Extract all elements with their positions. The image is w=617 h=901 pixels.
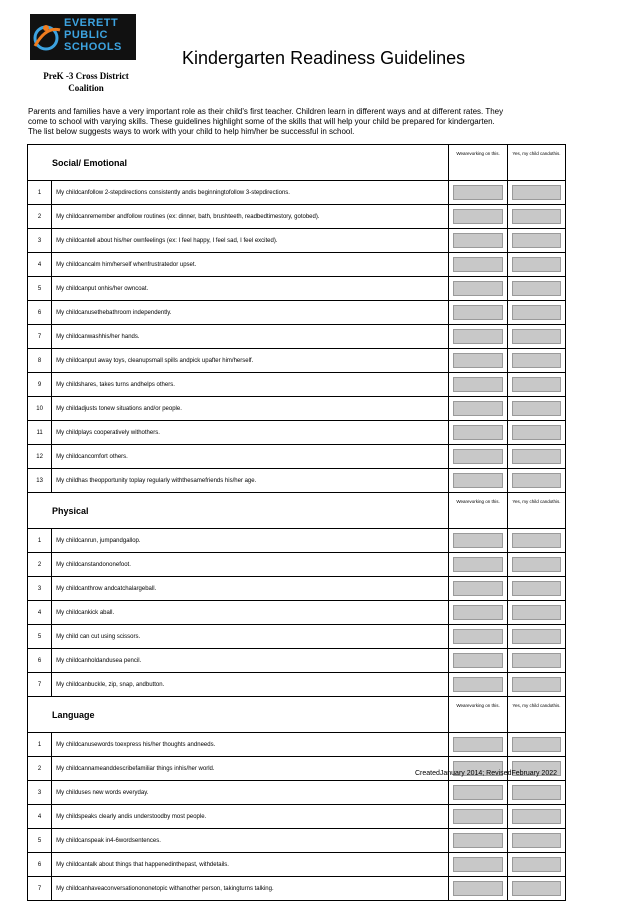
section-header-row (28, 145, 566, 181)
checkbox-yes-my-child-can[interactable] (507, 625, 565, 649)
column-yes-my-child-can: Yes, my child candothis. (507, 145, 565, 181)
item-number: 8 (28, 349, 52, 373)
item-text: My childcanspeak in4-6wordsentences. (52, 829, 449, 853)
checkbox-yes-my-child-can[interactable] (507, 805, 565, 829)
table-row (28, 829, 566, 853)
checkbox-working-on-this[interactable] (449, 529, 507, 553)
item-text: My childcanusewords toexpress his/her thoughts andneeds. (52, 733, 449, 757)
item-number: 5 (28, 277, 52, 301)
table-row (28, 649, 566, 673)
item-number: 1 (28, 733, 52, 757)
table-row (28, 397, 566, 421)
checkbox-yes-my-child-can[interactable] (507, 445, 565, 469)
checkbox-working-on-this[interactable] (449, 853, 507, 877)
item-text: My childcanusethebathroom independently. (52, 301, 449, 325)
item-text: My childcanstandononefoot. (52, 553, 449, 577)
logo-line-2: PUBLIC (64, 29, 108, 41)
checkbox-yes-my-child-can[interactable] (507, 853, 565, 877)
item-text: My childshares, takes turns andhelps others. (52, 373, 449, 397)
item-text: My childplays cooperatively withothers. (52, 421, 449, 445)
checkbox-yes-my-child-can[interactable] (507, 469, 565, 493)
table-row (28, 781, 566, 805)
checkbox-yes-my-child-can[interactable] (507, 577, 565, 601)
column-working-on-this: Wearevorking on this. (449, 493, 507, 529)
checkbox-yes-my-child-can[interactable] (507, 373, 565, 397)
table-row (28, 373, 566, 397)
item-text: My childuses new words everyday. (52, 781, 449, 805)
checkbox-yes-my-child-can[interactable] (507, 253, 565, 277)
table-row (28, 325, 566, 349)
checkbox-working-on-this[interactable] (449, 301, 507, 325)
checkbox-working-on-this[interactable] (449, 229, 507, 253)
table-row (28, 253, 566, 277)
item-number: 5 (28, 625, 52, 649)
item-text: My childcanput away toys, cleanupsmall spills andpick upafter him/herself. (52, 349, 449, 373)
intro-line: Parents and families have a very important role as their child's first teacher. Children learn in different ways and at different rates. They (28, 107, 504, 116)
page-title: Kindergarten Readiness Guidelines (182, 48, 466, 68)
item-text: My childcanrun, jumpandgallop. (52, 529, 449, 553)
checkbox-yes-my-child-can[interactable] (507, 229, 565, 253)
item-text: My childcancalm him/herself whenfrustratedor upset. (52, 253, 449, 277)
column-working-on-this: Wearevorking on this. (449, 145, 507, 181)
table-row (28, 733, 566, 757)
item-text: My child can cut using scissors. (52, 625, 449, 649)
checkbox-working-on-this[interactable] (449, 325, 507, 349)
logo-line-3: SCHOOLS (64, 41, 122, 53)
item-number: 11 (28, 421, 52, 445)
item-number: 12 (28, 445, 52, 469)
checkbox-yes-my-child-can[interactable] (507, 349, 565, 373)
item-text: My childcankick aball. (52, 601, 449, 625)
item-text: My childspeaks clearly andis understoodby most people. (52, 805, 449, 829)
table-row (28, 349, 566, 373)
item-text: My childcanholdandusea pencil. (52, 649, 449, 673)
checkbox-working-on-this[interactable] (449, 349, 507, 373)
checkbox-yes-my-child-can[interactable] (507, 877, 565, 901)
item-text: My childcancomfort others. (52, 445, 449, 469)
logo-text (64, 17, 122, 53)
checkbox-yes-my-child-can[interactable] (507, 529, 565, 553)
checkbox-working-on-this[interactable] (449, 277, 507, 301)
table-row (28, 529, 566, 553)
checkbox-working-on-this[interactable] (449, 373, 507, 397)
table-row (28, 805, 566, 829)
item-text: My childcanwashhis/her hands. (52, 325, 449, 349)
checkbox-working-on-this[interactable] (449, 181, 507, 205)
intro-line: The list below suggests ways to work with your child to help him/her be successful in school. (28, 127, 355, 136)
checkbox-yes-my-child-can[interactable] (507, 421, 565, 445)
guidelines-table (27, 144, 566, 901)
checkbox-working-on-this[interactable] (449, 397, 507, 421)
table-row (28, 421, 566, 445)
item-number: 3 (28, 577, 52, 601)
checkbox-yes-my-child-can[interactable] (507, 601, 565, 625)
checkbox-working-on-this[interactable] (449, 553, 507, 577)
item-number: 10 (28, 397, 52, 421)
checkbox-yes-my-child-can[interactable] (507, 325, 565, 349)
table-row (28, 205, 566, 229)
section-title: Language (28, 697, 449, 733)
item-number: 1 (28, 181, 52, 205)
checkbox-yes-my-child-can[interactable] (507, 301, 565, 325)
item-number: 3 (28, 781, 52, 805)
checkbox-working-on-this[interactable] (449, 445, 507, 469)
logo-line-1: EVERETT (64, 17, 119, 29)
table-row (28, 301, 566, 325)
checkbox-working-on-this[interactable] (449, 625, 507, 649)
checkbox-working-on-this[interactable] (449, 781, 507, 805)
item-text: My childcanremember andfollow routines (ex: dinner, bath, brushteeth, readbedtimestory, gotobed). (52, 205, 449, 229)
section-title: Physical (28, 493, 449, 529)
checkbox-working-on-this[interactable] (449, 829, 507, 853)
table-row (28, 181, 566, 205)
checkbox-working-on-this[interactable] (449, 253, 507, 277)
table-row (28, 877, 566, 901)
item-text: My childcanbuckle, zip, snap, andbutton. (52, 673, 449, 697)
checkbox-yes-my-child-can[interactable] (507, 277, 565, 301)
item-number: 6 (28, 301, 52, 325)
intro-line: come to school with varying skills. These guidelines highlight some of the skills that will help your child be prepared for kindergarten. (28, 117, 495, 126)
checkbox-yes-my-child-can[interactable] (507, 205, 565, 229)
table-row (28, 601, 566, 625)
item-number: 6 (28, 853, 52, 877)
checkbox-yes-my-child-can[interactable] (507, 829, 565, 853)
item-text: My childcanthrow andcatchalargeball. (52, 577, 449, 601)
item-number: 9 (28, 373, 52, 397)
item-number: 1 (28, 529, 52, 553)
checkbox-yes-my-child-can[interactable] (507, 397, 565, 421)
checkbox-working-on-this[interactable] (449, 673, 507, 697)
table-row (28, 229, 566, 253)
item-number: 4 (28, 805, 52, 829)
section-header-row (28, 493, 566, 529)
table-row (28, 445, 566, 469)
checkbox-working-on-this[interactable] (449, 649, 507, 673)
section-title: Social/ Emotional (28, 145, 449, 181)
checkbox-working-on-this[interactable] (449, 601, 507, 625)
table-row (28, 469, 566, 493)
item-text: My childcanput onhis/her owncoat. (52, 277, 449, 301)
checkbox-yes-my-child-can[interactable] (507, 181, 565, 205)
item-number: 2 (28, 205, 52, 229)
checkbox-yes-my-child-can[interactable] (507, 649, 565, 673)
everett-logo (30, 14, 136, 60)
checkbox-working-on-this[interactable] (449, 469, 507, 493)
section-header-row (28, 697, 566, 733)
item-number: 7 (28, 673, 52, 697)
checkbox-working-on-this[interactable] (449, 877, 507, 901)
table-row (28, 673, 566, 697)
item-number: 2 (28, 757, 52, 781)
checkbox-working-on-this[interactable] (449, 805, 507, 829)
item-text: My childcantalk about things that happenedinthepast, withdetails. (52, 853, 449, 877)
item-number: 6 (28, 649, 52, 673)
item-number: 13 (28, 469, 52, 493)
table-row (28, 853, 566, 877)
checkbox-working-on-this[interactable] (449, 733, 507, 757)
item-text: My childcanhaveaconversationononetopic withanother person, takingturns talking. (52, 877, 449, 901)
item-text: My childcanfollow 2-stepdirections consistently andis beginningtofollow 3-stepdirections. (52, 181, 449, 205)
checkbox-yes-my-child-can[interactable] (507, 553, 565, 577)
table-row (28, 577, 566, 601)
coalition-line-2: Coalition (68, 83, 104, 93)
table-row (28, 625, 566, 649)
item-text: My childhas theopportunity toplay regularly withthesamefriends his/her age. (52, 469, 449, 493)
item-number: 2 (28, 553, 52, 577)
checkbox-working-on-this[interactable] (449, 577, 507, 601)
item-text: My childcannameanddescribefamiliar things inhis/her world. (52, 757, 449, 781)
footer-revision: CreatedJanuary 2014; RevisedFebruary 2022 (414, 770, 557, 777)
intro-paragraph (28, 107, 568, 137)
item-number: 5 (28, 829, 52, 853)
checkbox-yes-my-child-can[interactable] (507, 781, 565, 805)
item-number: 7 (28, 877, 52, 901)
checkbox-working-on-this[interactable] (449, 205, 507, 229)
logo-swoosh-icon (32, 16, 62, 58)
coalition-line-1: PreK -3 Cross District (43, 71, 129, 81)
checkbox-working-on-this[interactable] (449, 421, 507, 445)
item-number: 7 (28, 325, 52, 349)
column-yes-my-child-can: Yes, my child candothis. (507, 493, 565, 529)
table-row (28, 277, 566, 301)
item-text: My childcantell about his/her ownfeelings (ex: I feel happy, I feel sad, I feel excited). (52, 229, 449, 253)
checkbox-yes-my-child-can[interactable] (507, 673, 565, 697)
item-number: 4 (28, 253, 52, 277)
table-row (28, 553, 566, 577)
item-number: 3 (28, 229, 52, 253)
item-text: My childadjusts tonew situations and/or people. (52, 397, 449, 421)
item-number: 4 (28, 601, 52, 625)
checkbox-yes-my-child-can[interactable] (507, 733, 565, 757)
coalition-label (36, 70, 136, 94)
column-working-on-this: Wearevorking on this. (449, 697, 507, 733)
column-yes-my-child-can: Yes, my child candothis. (507, 697, 565, 733)
